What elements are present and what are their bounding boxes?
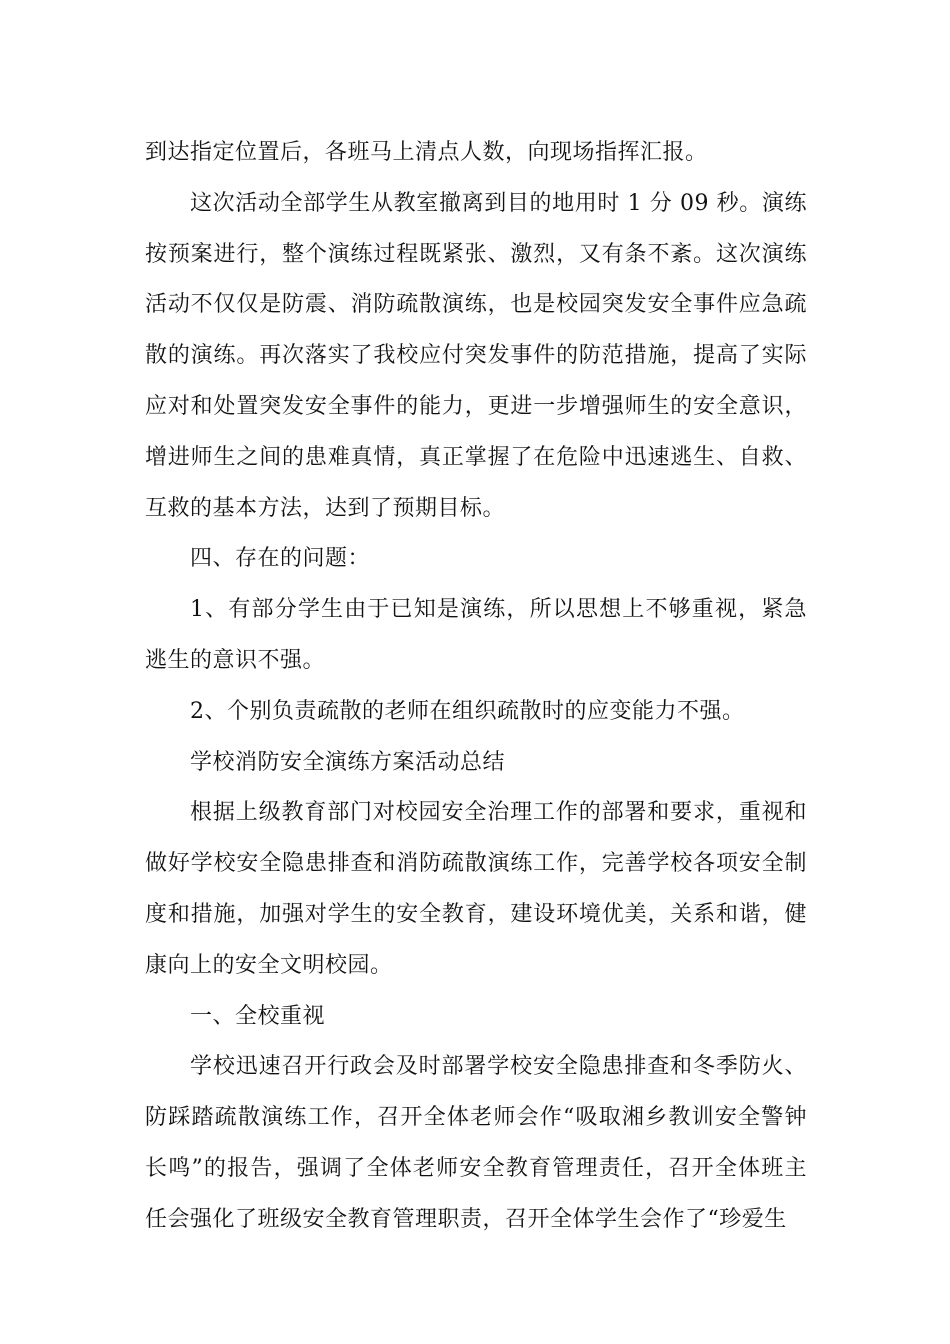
heading-existing-problems: 四、存在的问题： [190, 546, 371, 572]
section-title-summary: 学校消防安全演练方案活动总结 [190, 749, 506, 775]
paragraph-drill-result: 这次活动全部学生从教室撤离到目的地用时 1 分 09 秒。演练按预案进行，整个演练过程既紧张、激烈，又有条不紊。这次演练活动不仅仅是防震、消防疏散演练，也是校园突发安全事件应急疏散的演练。再次落实了我校应付突发事件的防范措施，提高了实际应对和处置突发安全事件的能力，更进一步增强师生的安全意识，增进师生之间的患难真情，真正掌握了在危险中迅速逃生、自救、互救的基本方法，达到了预期目标。 [145, 190, 807, 521]
paragraph-meetings: 学校迅速召开行政会及时部署学校安全隐患排查和冬季防火、防踩踏疏散演练工作，召开全体老师会作“吸取湘乡教训安全警钟长鸣”的报告，强调了全体老师安全教育管理责任，召开全体班主任会强化了班级安全教育管理职责，召开全体学生会作了“珍爱生 [145, 1054, 807, 1232]
paragraph-arrival-report: 到达指定位置后，各班马上清点人数，向现场指挥汇报。 [145, 140, 708, 165]
document-body [145, 128, 807, 1246]
heading-school-attention: 一、全校重视 [190, 1003, 326, 1029]
problem-item-1: 1、有部分学生由于已知是演练，所以思想上不够重视，紧急逃生的意识不强。 [145, 597, 807, 673]
problem-item-2: 2、个别负责疏散的老师在组织疏散时的应变能力不强。 [190, 698, 745, 724]
paragraph-summary-intro: 根据上级教育部门对校园安全治理工作的部署和要求，重视和做好学校安全隐患排查和消防疏散演练工作，完善学校各项安全制度和措施，加强对学生的安全教育，建设环境优美，关系和谐，健康向上的安全文明校园。 [145, 800, 807, 978]
